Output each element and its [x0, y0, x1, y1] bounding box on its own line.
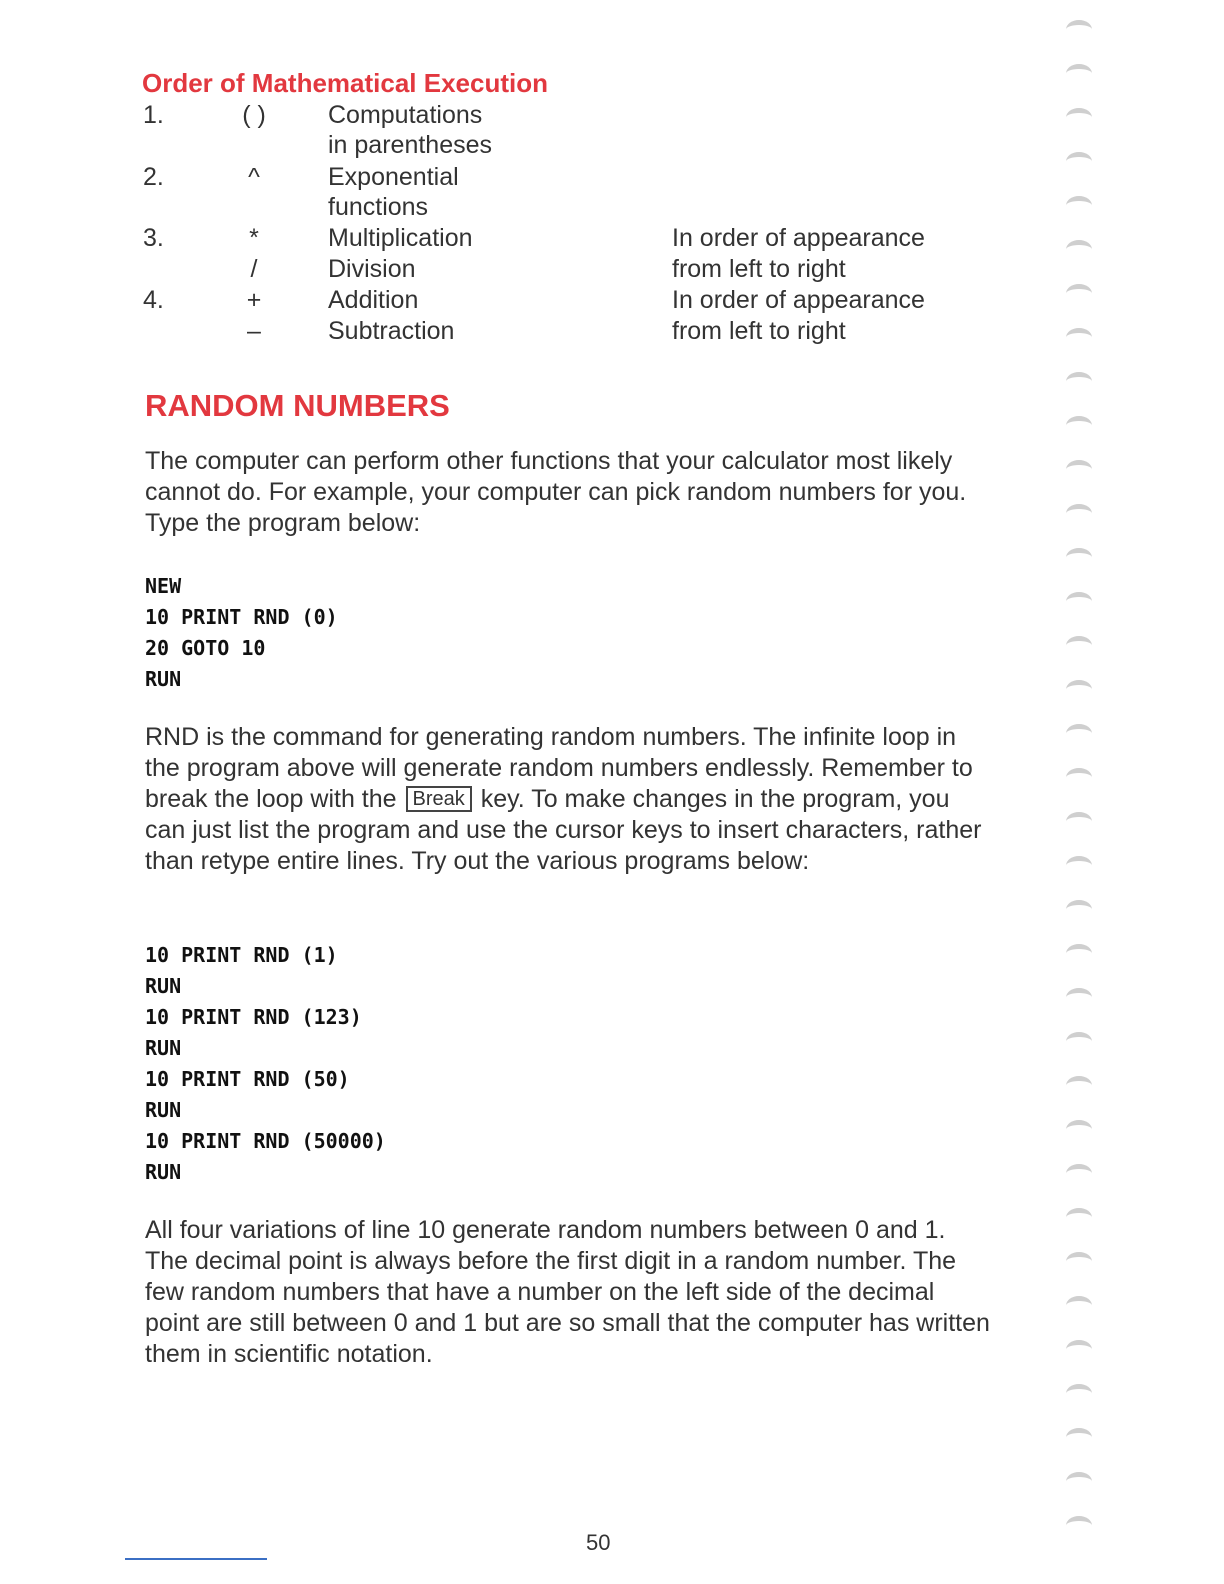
binding-ring-icon: [1066, 108, 1092, 127]
variations-paragraph: [145, 1215, 995, 1370]
order-row-symbol: *: [249, 224, 259, 252]
code-line: NEW: [145, 574, 182, 598]
binding-ring-icon: [1066, 1384, 1092, 1403]
order-row-number: 1.: [143, 101, 164, 129]
code-line: RUN: [145, 1036, 182, 1060]
binding-ring-icon: [1066, 1032, 1092, 1051]
order-row-symbol: /: [250, 255, 258, 283]
binding-ring-icon: [1066, 1120, 1092, 1139]
binding-ring-icon: [1066, 1296, 1092, 1315]
order-row-description: functions: [328, 193, 429, 221]
order-row-note: In order of appearance: [672, 286, 925, 314]
order-row-description: Division: [328, 255, 416, 283]
code-block-1: [145, 571, 338, 695]
binding-ring-icon: [1066, 636, 1092, 655]
order-row-number: 2.: [143, 163, 164, 191]
code-line: 10 PRINT RND (1): [145, 943, 338, 967]
code-block-2: [145, 940, 386, 1188]
binding-ring-icon: [1066, 1428, 1092, 1447]
variations-text: All four variations of line 10 generate random numbers between 0 and 1. The decimal point is always before the first digit in a random number. The few random numbers that have a number on the left side of the decimal point are still between 0 and 1 but are so small that the computer has written them in scientific notation.: [145, 1216, 990, 1368]
binding-ring-icon: [1066, 504, 1092, 523]
section-heading-random-numbers: RANDOM NUMBERS: [145, 388, 450, 423]
binding-ring-icon: [1066, 944, 1092, 963]
intro-paragraph: [145, 446, 995, 539]
rnd-text-after-key: key. To make changes in the program, you can just list the program and use the cursor keys to insert characters, rather than retype entire lines. Try out the various programs below:: [145, 785, 982, 875]
binding-ring-icon: [1066, 1164, 1092, 1183]
order-row-symbol: ( ): [242, 101, 266, 129]
order-row-description: Multiplication: [328, 224, 473, 252]
code-line: RUN: [145, 1098, 182, 1122]
order-row-description: Exponential: [328, 163, 459, 191]
code-line: 10 PRINT RND (123): [145, 1005, 362, 1029]
binding-ring-icon: [1066, 548, 1092, 567]
binding-ring-icon: [1066, 1076, 1092, 1095]
binding-ring-icon: [1066, 416, 1092, 435]
binding-ring-icon: [1066, 680, 1092, 699]
rnd-paragraph: [145, 722, 985, 877]
binding-ring-icon: [1066, 284, 1092, 303]
order-row-symbol: +: [246, 286, 262, 314]
footer-rule: [125, 1558, 267, 1560]
order-row-number: 4.: [143, 286, 164, 314]
code-line: RUN: [145, 667, 182, 691]
break-key-icon: Break: [406, 786, 472, 812]
intro-text: The computer can perform other functions that your calculator most likely cannot do. For example, your computer can pick random numbers for you. Type the program below:: [145, 447, 967, 537]
order-row-description: Addition: [328, 286, 419, 314]
order-row-description: Subtraction: [328, 317, 455, 345]
code-line: 10 PRINT RND (0): [145, 605, 338, 629]
spiral-binding: [1062, 20, 1102, 1560]
order-row-note: from left to right: [672, 317, 846, 345]
binding-ring-icon: [1066, 768, 1092, 787]
binding-ring-icon: [1066, 1516, 1092, 1535]
order-row-note: from left to right: [672, 255, 846, 283]
code-line: 10 PRINT RND (50): [145, 1067, 350, 1091]
code-line: RUN: [145, 974, 182, 998]
order-row-description: in parentheses: [328, 131, 493, 159]
order-row-description: Computations: [328, 101, 483, 129]
binding-ring-icon: [1066, 1208, 1092, 1227]
section-heading-order: Order of Mathematical Execution: [142, 68, 548, 98]
rnd-text-before-key: RND is the command for generating random numbers. The infinite loop in the program above will generate random numbers endlessly. Remember to break the loop with the: [145, 723, 973, 813]
binding-ring-icon: [1066, 20, 1092, 39]
binding-ring-icon: [1066, 900, 1092, 919]
binding-ring-icon: [1066, 988, 1092, 1007]
rnd-text: [145, 722, 985, 877]
binding-ring-icon: [1066, 724, 1092, 743]
order-row-note: In order of appearance: [672, 224, 925, 252]
code-line: RUN: [145, 1160, 182, 1184]
binding-ring-icon: [1066, 1340, 1092, 1359]
binding-ring-icon: [1066, 152, 1092, 171]
binding-ring-icon: [1066, 592, 1092, 611]
code-line: 10 PRINT RND (50000): [145, 1129, 386, 1153]
binding-ring-icon: [1066, 372, 1092, 391]
order-row-symbol: ^: [248, 163, 260, 191]
binding-ring-icon: [1066, 1252, 1092, 1271]
binding-ring-icon: [1066, 240, 1092, 259]
code-line: 20 GOTO 10: [145, 636, 266, 660]
binding-ring-icon: [1066, 856, 1092, 875]
binding-ring-icon: [1066, 460, 1092, 479]
binding-ring-icon: [1066, 328, 1092, 347]
order-row-number: 3.: [143, 224, 164, 252]
binding-ring-icon: [1066, 196, 1092, 215]
order-row-symbol: –: [247, 317, 261, 345]
binding-ring-icon: [1066, 812, 1092, 831]
page-number: 50: [586, 1530, 611, 1555]
binding-ring-icon: [1066, 64, 1092, 83]
binding-ring-icon: [1066, 1472, 1092, 1491]
